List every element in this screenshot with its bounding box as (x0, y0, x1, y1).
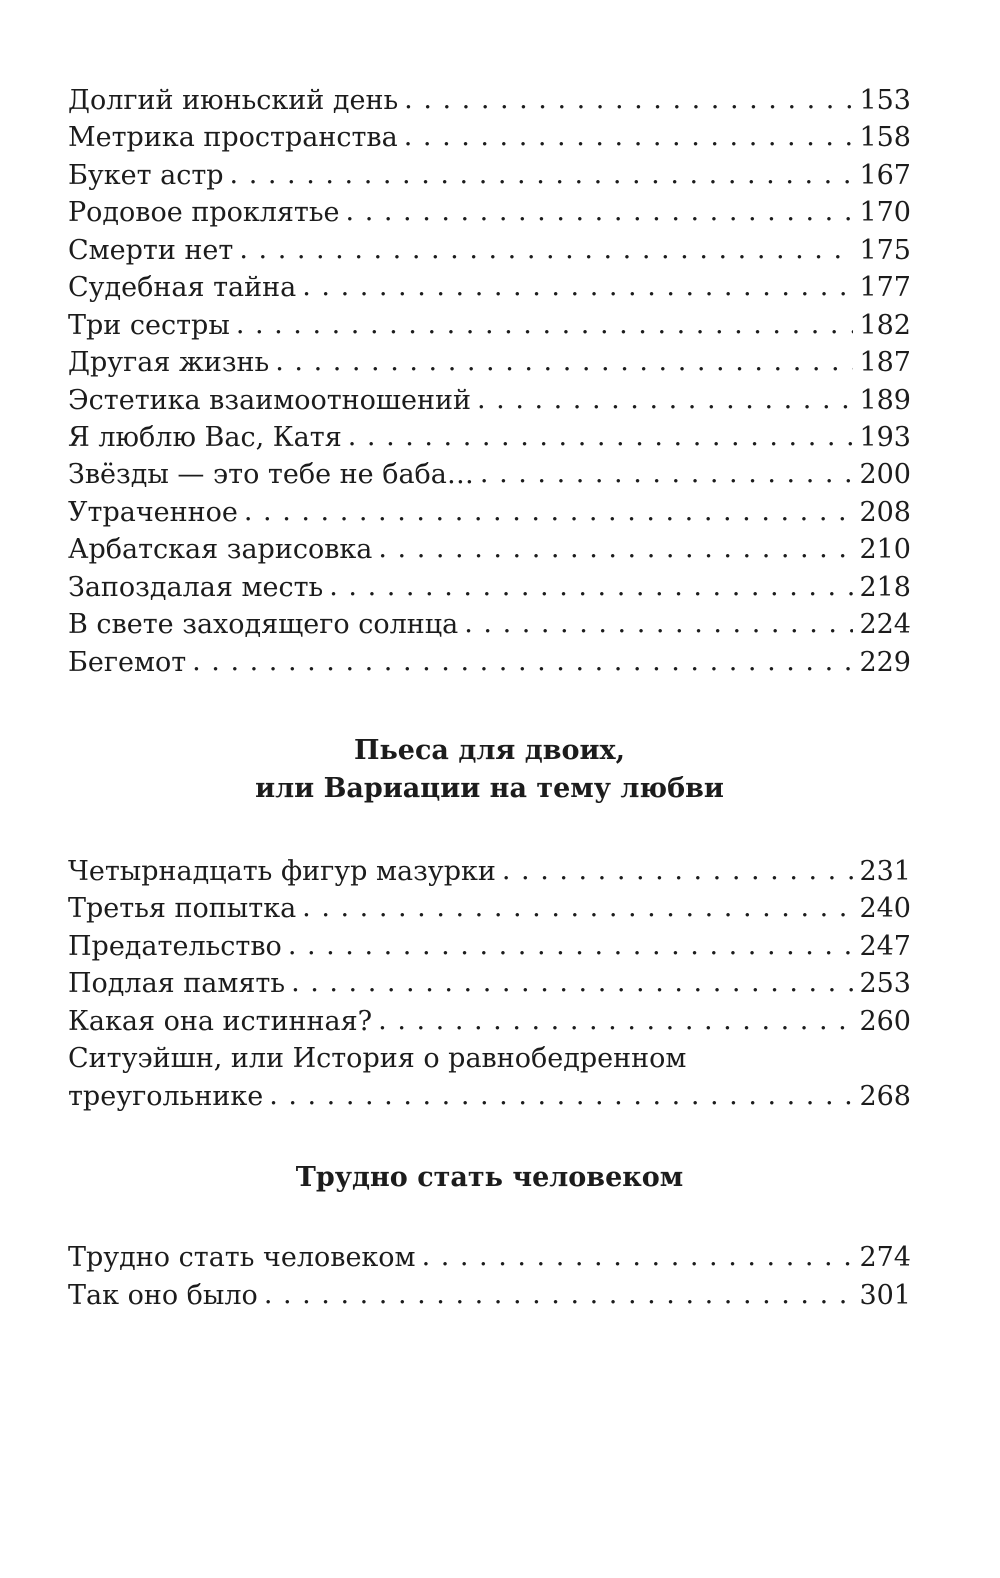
dot-leader (264, 1276, 854, 1313)
entry-page-number: 229 (859, 646, 911, 678)
entry-page-number: 175 (859, 234, 911, 266)
entry-title: Третья попытка (68, 893, 297, 925)
dot-leader (348, 418, 854, 455)
entry-title: Так оно было (68, 1279, 258, 1311)
entry-title: Звёзды — это тебе не баба… (68, 459, 474, 491)
dot-leader (329, 568, 853, 605)
entry-page-number: 301 (859, 1279, 911, 1311)
toc-entry[interactable] (68, 890, 911, 927)
dot-leader (239, 231, 853, 268)
toc-section-1 (68, 82, 911, 681)
entry-title: Три сестры (68, 309, 230, 341)
entry-title: Бегемот (68, 646, 187, 678)
toc-entry[interactable] (68, 531, 911, 568)
entry-page-number: 193 (859, 421, 911, 453)
section-heading (68, 1159, 911, 1197)
dot-leader (291, 964, 853, 1001)
entry-title: Букет астр (68, 159, 224, 191)
toc-entry-wrapped[interactable] (68, 1040, 911, 1115)
toc-entry[interactable] (68, 307, 911, 344)
dot-leader (378, 530, 853, 567)
entry-title: Запоздалая месть (68, 571, 324, 603)
toc-entry[interactable] (68, 1277, 911, 1314)
toc-entry[interactable] (68, 82, 911, 119)
toc-entry[interactable] (68, 456, 911, 493)
table-of-contents (68, 82, 911, 1314)
toc-entry[interactable] (68, 232, 911, 269)
entry-title: Предательство (68, 930, 282, 962)
dot-leader (422, 1238, 854, 1275)
entry-page-number: 247 (859, 930, 911, 962)
entry-title: Трудно стать человеком (68, 1242, 416, 1274)
toc-entry[interactable] (68, 419, 911, 456)
toc-section-2 (68, 853, 911, 1115)
dot-leader (288, 927, 854, 964)
toc-entry-continuation (68, 1078, 911, 1115)
dot-leader (244, 493, 854, 530)
section-heading-line: Трудно стать человеком (295, 1162, 684, 1194)
entry-page-number: 208 (859, 496, 911, 528)
dot-leader (269, 1077, 853, 1114)
entry-page-number: 189 (859, 384, 911, 416)
toc-entry[interactable] (68, 853, 911, 890)
dot-leader (346, 193, 854, 230)
entry-title: треугольнике (68, 1080, 264, 1112)
entry-title: Четырнадцать фигур мазурки (68, 856, 496, 887)
entry-title: Долгий июньский день (68, 85, 399, 116)
entry-page-number: 260 (859, 1005, 911, 1037)
entry-page-number: 274 (859, 1242, 911, 1274)
entry-title: Метрика пространства (68, 122, 398, 154)
entry-page-number: 268 (859, 1080, 911, 1112)
toc-entry[interactable] (68, 119, 911, 156)
toc-entry[interactable] (68, 344, 911, 381)
toc-entry[interactable] (68, 494, 911, 531)
toc-entry[interactable] (68, 1239, 911, 1276)
toc-section-3 (68, 1239, 911, 1314)
dot-leader (302, 268, 853, 305)
dot-leader (378, 1002, 853, 1039)
entry-title: Арбатская зарисовка (68, 534, 373, 566)
entry-title: Эстетика взаимоотношений (68, 384, 471, 416)
entry-title: Подлая память (68, 968, 286, 1000)
dot-leader (236, 306, 854, 343)
entry-page-number: 253 (859, 968, 911, 1000)
entry-title: Смерти нет (68, 234, 234, 266)
entry-title: Я люблю Вас, Катя (68, 421, 342, 453)
entry-page-number: 177 (859, 272, 911, 304)
section-heading-line: Пьеса для двоих, (353, 735, 625, 766)
toc-entry[interactable] (68, 965, 911, 1002)
dot-leader (230, 156, 854, 193)
entry-title: Родовое проклятье (68, 197, 340, 229)
toc-entry[interactable] (68, 644, 911, 681)
toc-entry[interactable] (68, 606, 911, 643)
entry-page-number: 170 (859, 197, 911, 229)
entry-page-number: 200 (859, 459, 911, 491)
dot-leader (477, 381, 853, 418)
dot-leader (302, 889, 853, 926)
section-heading-line: или Вариации на тему любви (255, 773, 724, 804)
entry-page-number: 224 (859, 609, 911, 641)
toc-entry[interactable] (68, 269, 911, 306)
dot-leader (404, 81, 853, 118)
dot-leader (464, 605, 853, 642)
toc-entry[interactable] (68, 382, 911, 419)
toc-entry[interactable] (68, 157, 911, 194)
entry-page-number: 240 (859, 893, 911, 925)
dot-leader (192, 643, 853, 680)
entry-title: Судебная тайна (68, 272, 297, 304)
dot-leader (502, 852, 854, 889)
section-heading (68, 732, 911, 808)
entry-title: Утраченное (68, 496, 238, 528)
entry-page-number: 158 (859, 122, 911, 154)
dot-leader (275, 343, 853, 380)
entry-page-number: 182 (859, 309, 911, 341)
entry-page-number: 187 (859, 347, 911, 379)
entry-title-line: Ситуэйшн, или История о равнобедренном (68, 1043, 687, 1075)
toc-entry[interactable] (68, 1003, 911, 1040)
dot-leader (480, 455, 854, 492)
entry-page-number: 210 (859, 534, 911, 566)
entry-title: Другая жизнь (68, 347, 270, 379)
toc-entry[interactable] (68, 194, 911, 231)
entry-page-number: 167 (859, 159, 911, 191)
toc-entry[interactable] (68, 569, 911, 606)
entry-title: В свете заходящего солнца (68, 609, 459, 641)
entry-page-number: 153 (859, 85, 911, 116)
entry-title: Какая она истинная? (68, 1005, 373, 1037)
toc-entry[interactable] (68, 928, 911, 965)
entry-page-number: 218 (859, 571, 911, 603)
dot-leader (404, 118, 854, 155)
entry-page-number: 231 (859, 856, 911, 887)
